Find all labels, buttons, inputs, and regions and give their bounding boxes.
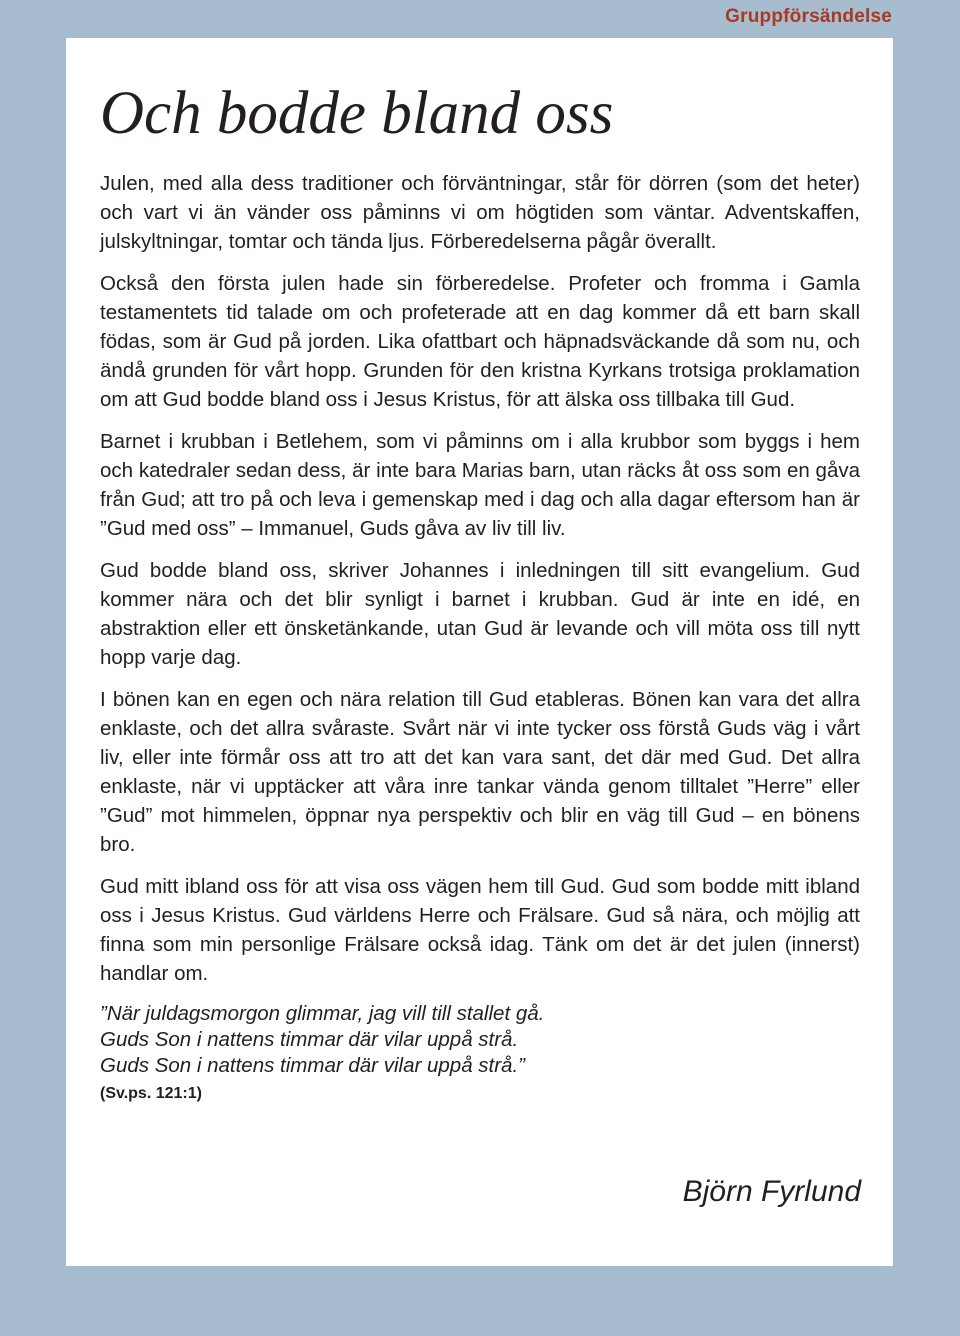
hymn-line: Guds Son i nattens timmar där vilar uppå strå.: [100, 1028, 519, 1051]
article-body: [100, 169, 860, 1105]
paragraph-intro: Julen, med alla dess traditioner och förväntningar, står för dörren (som det heter) och vart vi än vänder oss påminns vi om högtiden som väntar. Adventskaffen, julskyltningar, tomtar och tända ljus. Förberedelserna pågår överallt.: [100, 172, 860, 253]
author-signature: Björn Fyrlund: [682, 1175, 861, 1208]
paragraph-god-in-our-midst: Gud mitt ibland oss för att visa oss vägen hem till Gud. Gud som bodde mitt ibland oss i Jesus Kristus. Gud världens Herre och Frälsare. Gud så nära, och möjlig att finna som min personlige Frälsare också idag. Tänk om det är det julen (innerst) handlar om.: [100, 875, 860, 985]
section-header-label: Gruppförsändelse: [725, 6, 892, 27]
hymn-quote: [100, 1001, 860, 1105]
hymn-reference: (Sv.ps. 121:1): [100, 1085, 202, 1102]
paragraph-god-lived-among-us: Gud bodde bland oss, skriver Johannes i inledningen till sitt evangelium. Gud kommer nära och det blir synligt i barnet i krubban. Gud är inte en idé, en abstraktion eller ett önsketänkande, utan Gud är levande och vill möta oss till nytt hopp varje dag.: [100, 559, 860, 669]
paragraph-first-christmas: Också den första julen hade sin förberedelse. Profeter och fromma i Gamla testamentets tid talade om och profeterade att en dag kommer då ett barn skall födas, som är Gud på jorden. Lika ofattbart och häpnadsväckande då som nu, och ändå grunden för vårt hopp. Grunden för den kristna Kyrkans trotsiga proklamation om att Gud bodde bland oss i Jesus Kristus, för att älska oss tillbaka till Gud.: [100, 272, 860, 411]
hymn-line: ”När juldagsmorgon glimmar, jag vill till stallet gå.: [100, 1002, 545, 1025]
paragraph-child-in-manger: Barnet i krubban i Betlehem, som vi påminns om i alla krubbor som byggs i hem och katedraler sedan dess, är inte bara Marias barn, utan räcks åt oss som en gåva från Gud; att tro på och leva i gemenskap med i dag och alla dagar eftersom han är ”Gud med oss” – Immanuel, Guds gåva av liv till liv.: [100, 430, 860, 540]
paragraph-prayer: I bönen kan en egen och nära relation till Gud etableras. Bönen kan vara det allra enklaste, och det allra svåraste. Svårt när vi inte tycker oss förstå Guds väg i vårt liv, eller inte förmår oss att tro att det kan vara sant, det där med Gud. Det allra enklaste, när vi upptäcker att våra inre tankar vända genom tilltalet ”Herre” eller ”Gud” mot himmelen, öppnar nya perspektiv och blir en väg till Gud – en bönens bro.: [100, 688, 860, 856]
article-title: Och bodde bland oss: [100, 80, 614, 147]
article-page: [66, 38, 893, 1266]
hymn-line: Guds Son i nattens timmar där vilar uppå strå.”: [100, 1054, 525, 1077]
